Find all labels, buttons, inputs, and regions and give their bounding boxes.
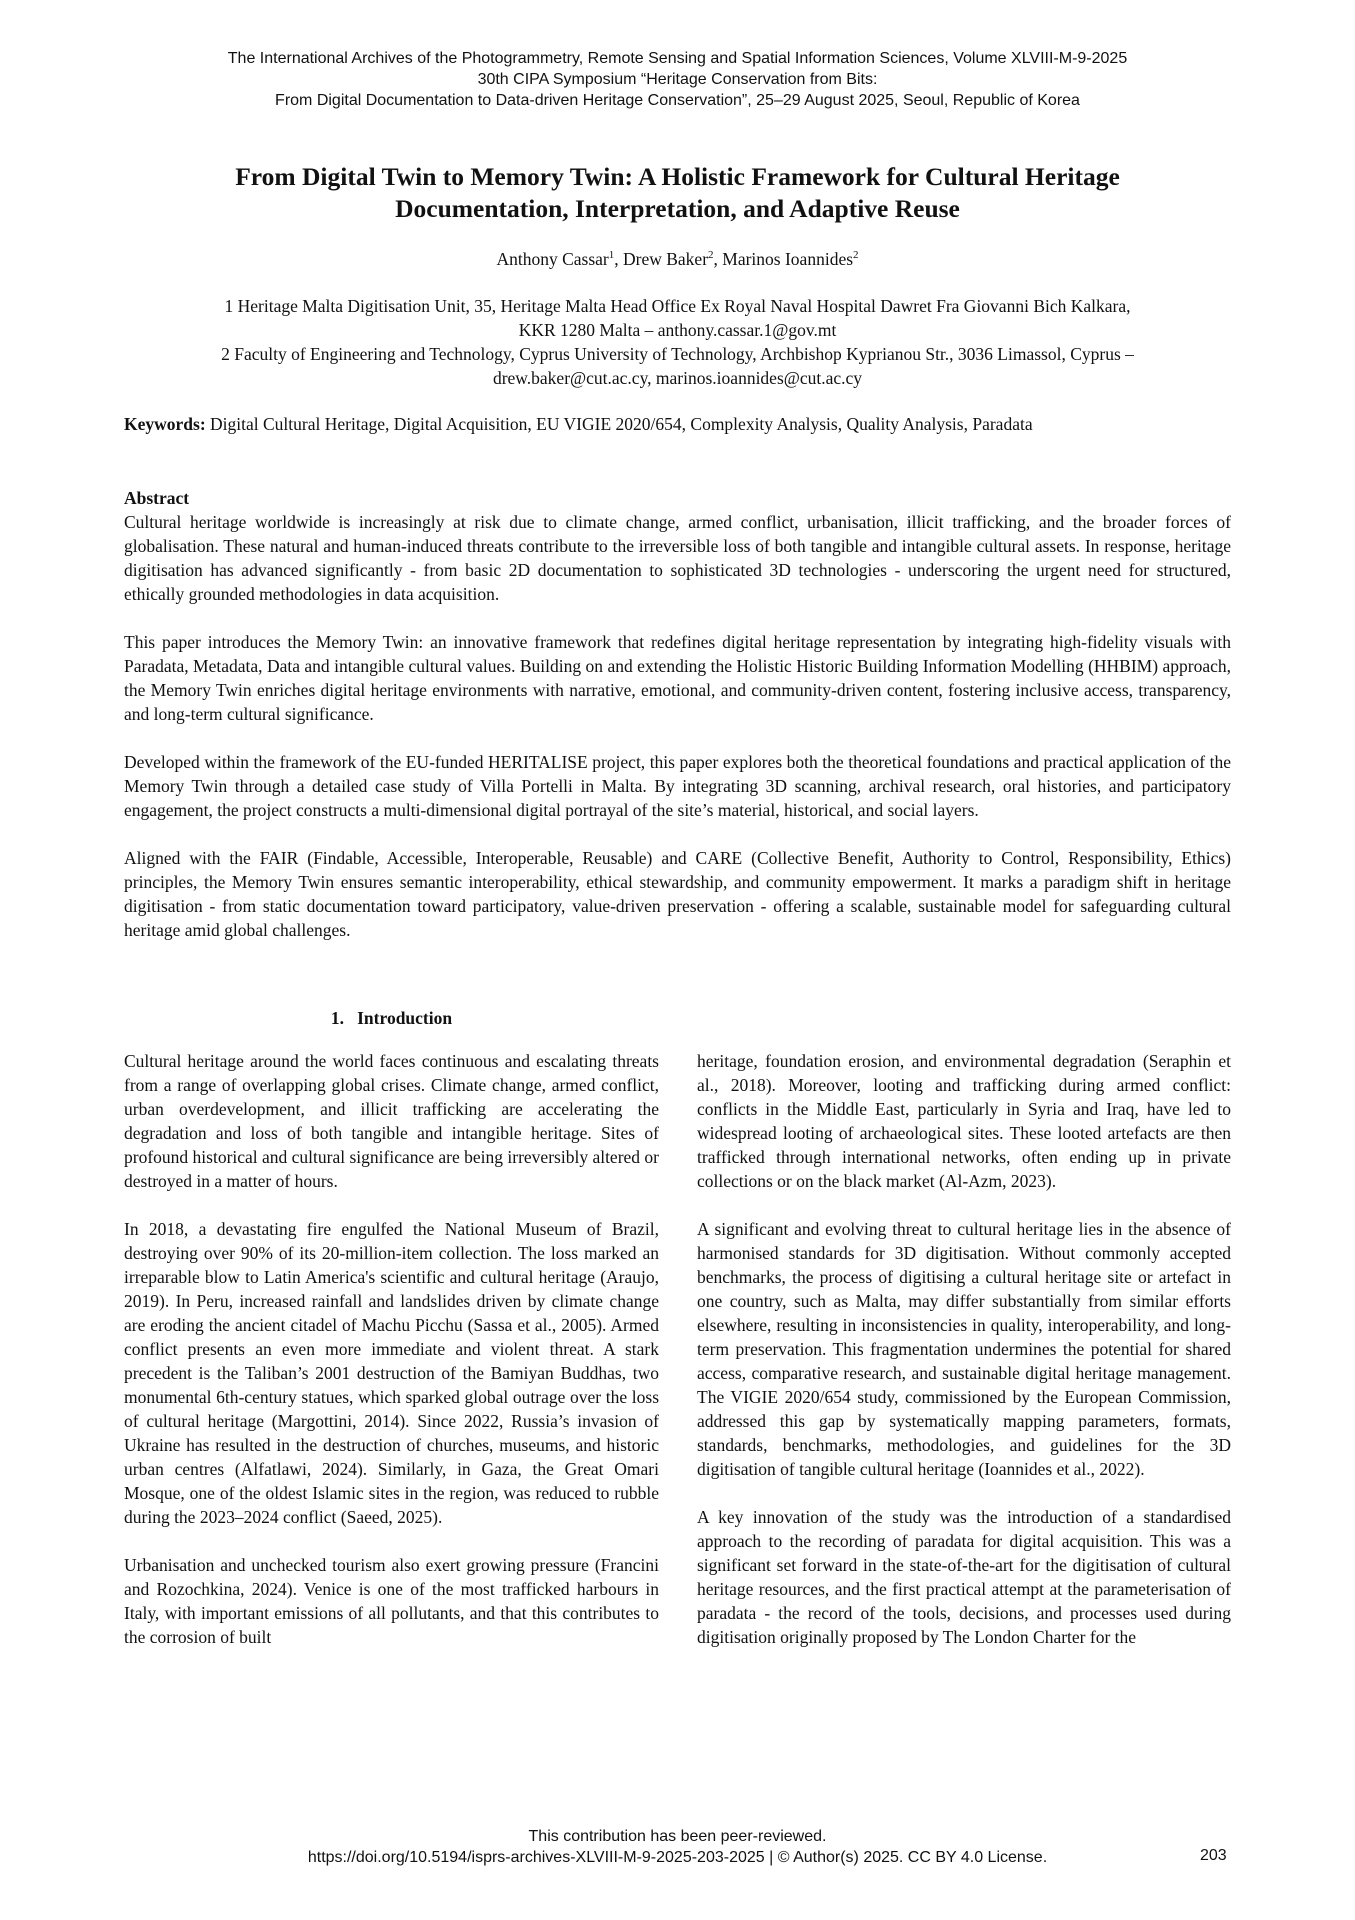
abstract-section — [124, 486, 1231, 966]
abstract-paragraph: Cultural heritage worldwide is increasingly at risk due to climate change, armed conflict, urbanisation, illicit trafficking, and the broader forces of globalisation. These natural and human-induced threats contribute to the irreversible loss of both tangible and intangible cultural assets. In response, heritage digitisation has advanced significantly - from basic 2D documentation to sophisticated 3D technologies - underscoring the urgent need for structured, ethically grounded methodologies in data acquisition. — [124, 512, 1231, 604]
author-separator: , — [614, 249, 623, 269]
abstract-paragraph: Aligned with the FAIR (Findable, Accessible, Interoperable, Reusable) and CARE (Collective Benefit, Authority to Control, Responsibility, Ethics) principles, the Memory Twin ensures semantic interoperability, ethical stewardship, and community empowerment. It marks a paradigm shift in heritage digitisation - from static documentation toward participatory, value-driven preservation - offering a scalable, sustainable model for safeguarding cultural heritage amid global challenges. — [124, 848, 1231, 940]
affiliation-2-line-1: 2 Faculty of Engineering and Technology, Cyprus University of Technology, Archbishop Kyprianou Str., 3036 Limassol, Cyprus – — [221, 344, 1134, 364]
header-line-2: 30th CIPA Symposium “Heritage Conservation from Bits: — [477, 71, 878, 88]
keywords-text: Digital Cultural Heritage, Digital Acquisition, EU VIGIE 2020/654, Complexity Analysis, Quality Analysis, Paradata — [210, 414, 1033, 434]
body-paragraph: A key innovation of the study was the introduction of a standardised approach to the recording of paradata for digital acquisition. This was a significant set forward in the state-of-the-art for the digitisation of cultural heritage resources, and the first practical attempt at the parameterisation of paradata - the record of the tools, decisions, and processes used during digitisation originally proposed by The London Charter for the — [697, 1507, 1231, 1647]
paper-title — [120, 161, 1235, 225]
header-line-3: From Digital Documentation to Data-driven Heritage Conservation”, 25–29 August 2025, Seoul, Republic of Korea — [275, 92, 1080, 109]
keywords — [124, 414, 1234, 435]
peer-review-note: This contribution has been peer-reviewed. — [528, 1828, 827, 1845]
affiliations — [110, 294, 1245, 390]
keywords-label: Keywords: — [124, 414, 206, 434]
author-affiliation-mark: 2 — [708, 249, 714, 262]
page-number: 203 — [1200, 1847, 1227, 1864]
title-line-2: Documentation, Interpretation, and Adaptive Reuse — [395, 194, 960, 223]
affiliation-1-line-1: 1 Heritage Malta Digitisation Unit, 35, Heritage Malta Head Office Ex Royal Naval Hospital Dawret Fra Giovanni Bich Kalkara, — [224, 296, 1131, 316]
affiliation-1-line-2: KKR 1280 Malta – anthony.cassar.1@gov.mt — [518, 320, 837, 340]
abstract-heading: Abstract — [124, 488, 190, 508]
page-footer — [0, 1826, 1355, 1868]
abstract-paragraph: Developed within the framework of the EU-funded HERITALISE project, this paper explores both the theoretical foundations and practical application of the Memory Twin through a detailed case study of Villa Portelli in Malta. By integrating 3D scanning, archival research, oral histories, and participatory engagement, the project constructs a multi-dimensional digital portrayal of the site’s material, historical, and social layers. — [124, 752, 1231, 820]
author-affiliation-mark: 2 — [853, 249, 859, 262]
author-name: Drew Baker — [623, 249, 709, 269]
affiliation-2-line-2: drew.baker@cut.ac.cy, marinos.ioannides@cut.ac.cy — [492, 368, 863, 388]
right-column — [697, 1049, 1231, 1673]
body-paragraph: heritage, foundation erosion, and environmental degradation (Seraphin et al., 2018). Moreover, looting and trafficking during armed conflict: conflicts in the Middle East, particularly in Syria and Iraq, have led to widespread looting of archaeological sites. These looted artefacts are then trafficked through international networks, often ending up in private collections or on the black market (Al-Azm, 2023). — [697, 1051, 1231, 1191]
doi-link[interactable]: https://doi.org/10.5194/isprs-archives-XLVIII-M-9-2025-203-2025 | © Author(s) 2025. CC BY 4.0 License. — [307, 1849, 1048, 1866]
body-paragraph: A significant and evolving threat to cultural heritage lies in the absence of harmonised standards for 3D digitisation. Without commonly accepted benchmarks, the process of digitising a cultural heritage site or artefact in one country, such as Malta, may differ substantially from similar efforts elsewhere, resulting in inconsistencies in quality, interoperability, and long-term preservation. This fragmentation undermines the potential for shared access, comparative research, and sustainable digital heritage management. The VIGIE 2020/654 study, commissioned by the European Commission, addressed this gap by systematically mapping parameters, formats, standards, benchmarks, methodologies, and guidelines for the 3D digitisation of tangible cultural heritage (Ioannides et al., 2022). — [697, 1219, 1231, 1479]
author-name: Marinos Ioannides — [722, 249, 854, 269]
section-heading-introduction: 1. Introduction — [330, 1008, 453, 1028]
abstract-paragraph: This paper introduces the Memory Twin: an innovative framework that redefines digital heritage representation by integrating high-fidelity visuals with Paradata, Metadata, Data and intangible cultural values. Building on and extending the Holistic Historic Building Information Modelling (HHBIM) approach, the Memory Twin enriches digital heritage environments with narrative, emotional, and community-driven content, fostering inclusive access, transparency, and long-term cultural significance. — [124, 632, 1231, 724]
running-header — [0, 48, 1355, 111]
body-paragraph: Urbanisation and unchecked tourism also exert growing pressure (Francini and Rozochkina, 2024). Venice is one of the most trafficked harbours in Italy, with important emissions of all pollutants, and that this contributes to the corrosion of built — [124, 1555, 659, 1647]
author-separator: , — [713, 249, 723, 269]
author-affiliation-mark: 1 — [608, 249, 615, 262]
body-paragraph: In 2018, a devastating fire engulfed the National Museum of Brazil, destroying over 90% of its 20-million-item collection. The loss marked an irreparable blow to Latin America's scientific and cultural heritage (Araujo, 2019). In Peru, increased rainfall and landslides driven by climate change are eroding the ancient citadel of Machu Picchu (Sassa et al., 2005). Armed conflict presents an even more immediate and violent threat. A stark precedent is the Taliban’s 2001 destruction of the Bamiyan Buddhas, two monumental 6th-century statues, which sparked global outrage over the loss of cultural heritage (Margottini, 2014). Since 2022, Russia’s invasion of Ukraine has resulted in the destruction of churches, museums, and historic urban centres (Alfatlawi, 2024). Similarly, in Gaza, the Great Omari Mosque, one of the oldest Islamic sites in the region, was reduced to rubble during the 2023–2024 conflict (Saeed, 2025). — [124, 1219, 659, 1527]
left-column — [124, 1006, 659, 1673]
body-paragraph: Cultural heritage around the world faces continuous and escalating threats from a range of overlapping global crises. Climate change, armed conflict, urban overdevelopment, and illicit trafficking are accelerating the degradation and loss of both tangible and intangible heritage. Sites of profound historical and cultural significance are being irreversibly altered or destroyed in a matter of hours. — [124, 1051, 659, 1191]
header-line-1: The International Archives of the Photogrammetry, Remote Sensing and Spatial Information Sciences, Volume XLVIII-M-9-2025 — [227, 50, 1128, 67]
title-line-1: From Digital Twin to Memory Twin: A Holistic Framework for Cultural Heritage — [235, 162, 1120, 191]
author-list — [0, 249, 1355, 270]
author-name: Anthony Cassar — [496, 249, 609, 269]
